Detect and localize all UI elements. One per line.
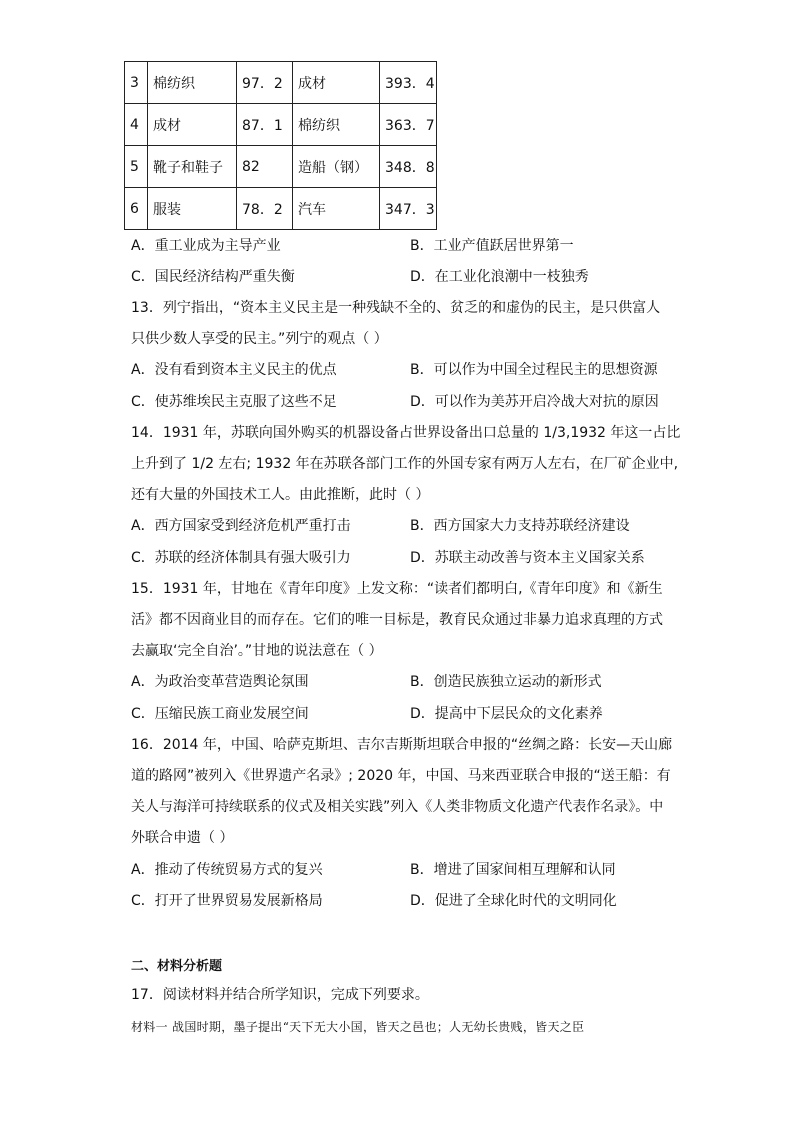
table-cell-industry-b: 汽车: [293, 188, 380, 230]
table-row: [125, 188, 437, 230]
table-row: [125, 104, 437, 146]
table-cell-industry-a: 靴子和鞋子: [148, 146, 237, 188]
q14-option-a: A．西方国家受到经济危机严重打击: [131, 518, 351, 534]
q14-stem-line-2: 上升到了 1/2 左右; 1932 年在苏联各部门工作的外国专家有两万人左右，在厂矿企业中,: [131, 456, 679, 472]
q16-stem-line-2: 道的路网”被列入《世界遗产名录》; 2020 年，中国、马来西亚联合申报的“送王船：有: [131, 768, 671, 784]
q13-option-d: D．可以作为美苏开启冷战大对抗的原因: [410, 394, 659, 410]
table-cell-value-b: 348．8: [380, 146, 437, 188]
table-cell-value-a: 78．2: [237, 188, 293, 230]
table-cell-rank: 5: [125, 146, 148, 188]
q16-option-d: D．促进了全球化时代的文明同化: [410, 893, 617, 909]
q16-option-b: B．增进了国家间相互理解和认同: [410, 862, 616, 878]
q13-stem-line-1: 13．列宁指出，“资本主义民主是一种残缺不全的、贫乏的和虚伪的民主，是只供富人: [131, 300, 661, 316]
q16-option-c: C．打开了世界贸易发展新格局: [131, 893, 323, 909]
table-cell-industry-a: 服装: [148, 188, 237, 230]
q13-option-b: B．可以作为中国全过程民主的思想资源: [410, 362, 658, 378]
q17-material-line: 材料一 战国时期，墨子提出“天下无大小国，皆天之邑也；人无幼长贵贱，皆天之臣: [131, 1020, 585, 1034]
table-cell-industry-a: 成材: [148, 104, 237, 146]
table-row: [125, 146, 437, 188]
q12-option-d: D．在工业化浪潮中一枝独秀: [410, 269, 589, 285]
table-cell-value-b: 393．4: [380, 62, 437, 104]
q16-stem-line-3: 关人与海洋可持续联系的仪式及相关实践”列入《人类非物质文化遗产代表作名录》。中: [131, 799, 664, 815]
q13-stem-line-2: 只供少数人享受的民主。”列宁的观点（ ）: [131, 331, 388, 347]
q16-stem-line-1: 16．2014 年，中国、哈萨克斯坦、吉尔吉斯斯坦联合申报的“丝绸之路：长安—天山廊: [131, 737, 673, 753]
q12-option-b: B．工业产值跃居世界第一: [410, 238, 574, 254]
section-title: 二、材料分析题: [131, 959, 223, 974]
table-cell-industry-b: 棉纺织: [293, 104, 380, 146]
q15-option-c: C．压缩民族工商业发展空间: [131, 706, 309, 722]
table-cell-industry-b: 造船（钢）: [293, 146, 380, 188]
table-cell-rank: 3: [125, 62, 148, 104]
table-cell-value-a: 82: [237, 146, 293, 188]
q15-option-a: A．为政治变革营造舆论氛围: [131, 674, 309, 690]
table-cell-industry-a: 棉纺织: [148, 62, 237, 104]
q15-option-d: D．提高中下层民众的文化素养: [410, 706, 603, 722]
table-cell-rank: 4: [125, 104, 148, 146]
q13-option-a: A．没有看到资本主义民主的优点: [131, 362, 337, 378]
q17-stem: 17．阅读材料并结合所学知识，完成下列要求。: [131, 987, 429, 1003]
q15-stem-line-1: 15．1931 年，甘地在《青年印度》上发文称：“读者们都明白,《青年印度》和《新生: [131, 581, 663, 597]
q14-stem-line-3: 还有大量的外国技术工人。由此推断，此时（ ）: [131, 487, 430, 503]
q12-option-a: A．重工业成为主导产业: [131, 238, 281, 254]
table-row: [125, 62, 437, 104]
table-cell-value-a: 97．2: [237, 62, 293, 104]
q16-stem-line-4: 外联合申遗（ ）: [131, 830, 234, 846]
table-cell-value-b: 347．3: [380, 188, 437, 230]
q13-option-c: C．使苏维埃民主克服了这些不足: [131, 394, 337, 410]
q15-stem-line-3: 去赢取‘完全自治’。”甘地的说法意在（ ）: [131, 643, 383, 659]
q14-stem-line-1: 14．1931 年，苏联向国外购买的机器设备占世界设备出口总量的 1/3,1932 年这一占比: [131, 425, 681, 441]
industry-ranking-table: [124, 61, 437, 230]
q12-option-c: C．国民经济结构严重失衡: [131, 269, 295, 285]
q14-option-b: B．西方国家大力支持苏联经济建设: [410, 518, 630, 534]
q15-option-b: B．创造民族独立运动的新形式: [410, 674, 602, 690]
table-cell-industry-b: 成材: [293, 62, 380, 104]
q16-option-a: A．推动了传统贸易方式的复兴: [131, 862, 323, 878]
q15-stem-line-2: 活》都不因商业目的而存在。它们的唯一目标是，教育民众通过非暴力追求真理的方式: [131, 612, 663, 628]
table-cell-value-b: 363．7: [380, 104, 437, 146]
table-cell-rank: 6: [125, 188, 148, 230]
table-cell-value-a: 87．1: [237, 104, 293, 146]
q14-option-c: C．苏联的经济体制具有强大吸引力: [131, 550, 351, 566]
q14-option-d: D．苏联主动改善与资本主义国家关系: [410, 550, 645, 566]
